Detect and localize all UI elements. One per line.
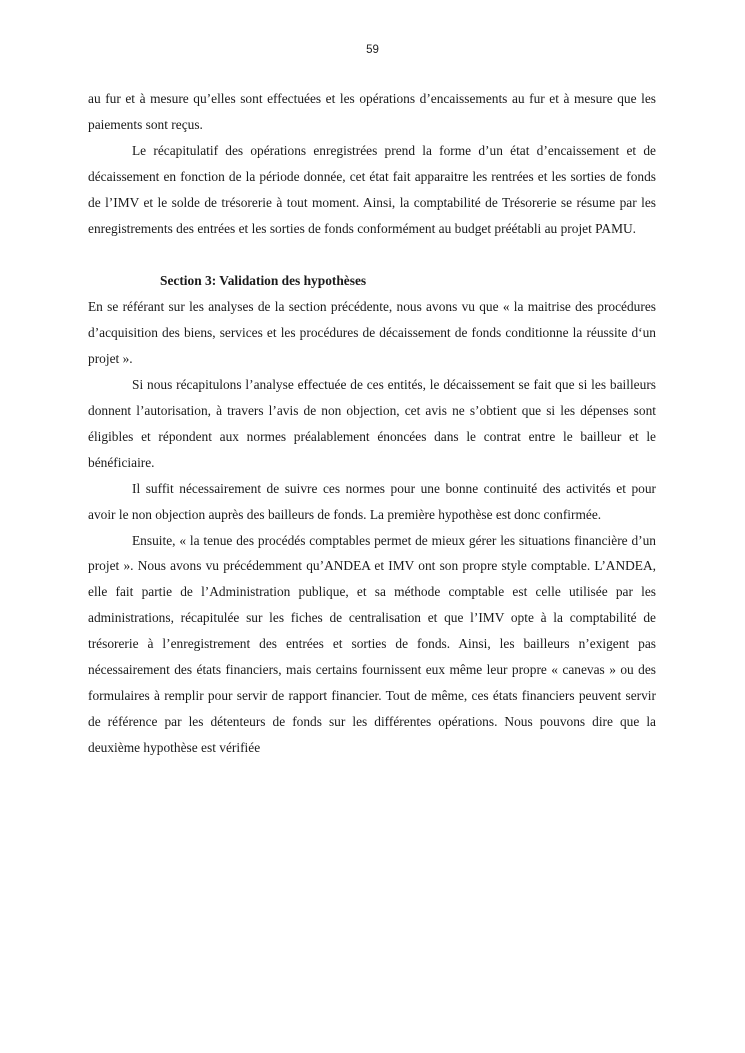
paragraph-first-hypothesis: Il suffit nécessairement de suivre ces normes pour une bonne continuité des activités et pour avoir le non objection auprès des bailleurs de fonds. La première hypothèse est donc confirmée. — [88, 480, 656, 522]
document-body — [88, 86, 656, 761]
paragraph-recapitulatif: Le récapitulatif des opérations enregistrées prend la forme d’un état d’encaissement et de décaissement en fonction de la période donnée, cet état fait apparaitre les rentrées et les sorties de fonds de l’IMV et le solde de trésorerie à tout moment. Ainsi, la comptabilité de Trésorerie se résume par les enregistrements des entrées et les sorties de fonds conformément au budget préétabli au projet PAMU. — [88, 142, 656, 236]
paragraph-analyses: En se référant sur les analyses de la section précédente, nous avons vu que « la maitrise des procédures d’acquisition des biens, services et les procédures de décaissement de fonds conditionne la réussite d‘un projet ». — [88, 299, 656, 367]
page-number: 59 — [366, 44, 379, 56]
paragraph-continuation: au fur et à mesure qu’elles sont effectuées et les opérations d’encaissements au fur et à mesure que les paiements sont reçus. — [88, 91, 656, 132]
section-heading: Section 3: Validation des hypothèses — [160, 273, 367, 289]
paragraph-decaissement: Si nous récapitulons l’analyse effectuée de ces entités, le décaissement se fait que si les bailleurs donnent l’autorisation, à travers l’avis de non objection, cet avis ne s’obtient que si les dépenses sont éligibles et répondent aux normes préalablement énoncées dans le contrat entre le bailleur et le bénéficiaire. — [88, 377, 656, 470]
paragraph-second-hypothesis: Ensuite, « la tenue des procédés comptables permet de mieux gérer les situations financière d’un projet ». Nous avons vu précédemment qu’ANDEA et IMV ont son propre style comptable. L’ANDEA, elle fait partie de l’Administration publique, et sa méthode comptable est celle utilisée par les administrations, récapitulée sur les fiches de centralisation et que l’IMV opte à la comptabilité de trésorerie à l’enregistrement des entrées et sorties de fonds. Ainsi, les bailleurs n’exigent pas nécessairement des états financiers, mais certains fournissent eux même leur propre « canevas » ou des formulaires à remplir pour servir de rapport financier. Tout de même, ces états financiers peuvent servir de référence par les détenteurs de fonds sur les différentes opérations. Nous pouvons dire que la deuxième hypothèse est vérifiée — [88, 532, 656, 755]
